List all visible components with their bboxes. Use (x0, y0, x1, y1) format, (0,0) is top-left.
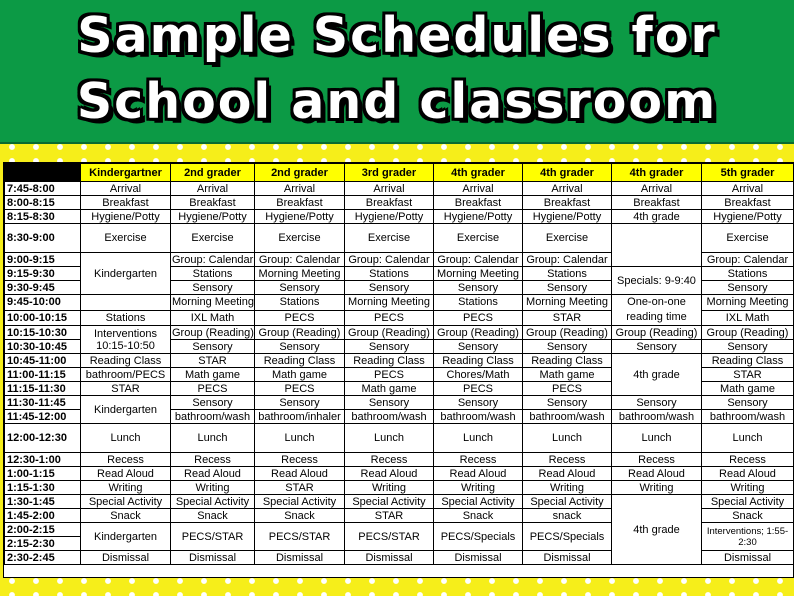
table-cell: Group (Reading) (255, 326, 345, 340)
table-cell: Snack (702, 509, 794, 523)
table-row (5, 467, 794, 481)
table-cell: Reading Class (523, 354, 612, 368)
table-cell: PECS (255, 310, 345, 326)
table-cell: Sensory (171, 281, 255, 295)
table-cell: STAR (523, 310, 612, 326)
header-cell: 2nd grader (171, 164, 255, 182)
time-cell: 1:15-1:30 (5, 481, 81, 495)
table-cell: PECS (345, 310, 434, 326)
time-cell: 8:00-8:15 (5, 196, 81, 210)
table-cell: Sensory (702, 396, 794, 410)
title-line-2: School and classroom (76, 73, 718, 130)
table-cell: Recess (255, 453, 345, 467)
header-corner (5, 164, 81, 182)
header-cell: 4th grader (612, 164, 702, 182)
table-cell: Recess (702, 453, 794, 467)
header-cell: 3rd grader (345, 164, 434, 182)
table-cell: Hygiene/Potty (345, 210, 434, 224)
table-cell: Group: Calendar (523, 253, 612, 267)
table-cell: Reading Class (345, 354, 434, 368)
table-cell: Sensory (171, 340, 255, 354)
table-cell: Arrival (434, 182, 523, 196)
table-cell: Dismissal (255, 551, 345, 565)
table-cell: Special Activity (171, 495, 255, 509)
table-cell: Dismissal (434, 551, 523, 565)
table-cell: PECS (345, 368, 434, 382)
table-cell: Arrival (345, 182, 434, 196)
table-cell: Group (Reading) (523, 326, 612, 340)
table-cell: Group (Reading) (702, 326, 794, 340)
table-cell: Kindergarten (81, 253, 171, 295)
time-cell: 1:45-2:00 (5, 509, 81, 523)
table-cell: Math game (523, 368, 612, 382)
table-cell: Lunch (523, 424, 612, 453)
table-row (5, 326, 794, 340)
table-cell: STAR (255, 481, 345, 495)
table-cell: Stations (171, 267, 255, 281)
time-cell: 9:30-9:45 (5, 281, 81, 295)
table-cell: Stations (434, 295, 523, 311)
table-cell: Group (Reading) (612, 326, 702, 340)
table-cell: Sensory (612, 340, 702, 354)
table-cell: Sensory (255, 396, 345, 410)
table-cell: Dismissal (702, 551, 794, 565)
table-cell: Recess (171, 453, 255, 467)
table-cell: Stations (702, 267, 794, 281)
table-cell: Sensory (702, 281, 794, 295)
table-cell: Sensory (523, 340, 612, 354)
table-cell: IXL Math (171, 310, 255, 326)
table-cell: bathroom/wash (345, 410, 434, 424)
table-cell: STAR (345, 509, 434, 523)
time-cell: 10:15-10:30 (5, 326, 81, 340)
table-cell: Reading Class (702, 354, 794, 368)
table-cell: Kindergarten (81, 523, 171, 551)
table-cell: Breakfast (345, 196, 434, 210)
table-cell: PECS/Specials (434, 523, 523, 551)
table-cell: Morning Meeting (172, 296, 254, 309)
table-cell: 4th grade (612, 354, 702, 396)
table-cell: PECS/STAR (255, 523, 345, 551)
title-line-1: Sample Schedules for (77, 7, 717, 64)
table-cell: 4th grade (612, 495, 702, 565)
table-cell: Snack (171, 509, 255, 523)
table-cell: Math game (702, 382, 794, 396)
table-cell: Exercise (345, 224, 434, 253)
time-cell: 8:30-9:00 (5, 224, 81, 253)
time-cell: 2:15-2:30 (5, 537, 81, 551)
table-cell: Sensory (345, 281, 434, 295)
table-cell: Snack (434, 509, 523, 523)
table-cell: Interventions 10:15-10:50 (81, 326, 171, 354)
table-cell: Stations (255, 295, 345, 311)
table-cell: Exercise (434, 224, 523, 253)
table-cell: Sensory (434, 396, 523, 410)
table-cell: PECS/STAR (171, 523, 255, 551)
time-cell: 7:45-8:00 (5, 182, 81, 196)
table-cell: Snack (255, 509, 345, 523)
table-cell: Hygiene/Potty (434, 210, 523, 224)
table-cell: Lunch (255, 424, 345, 453)
table-cell: Writing (434, 481, 523, 495)
table-cell: PECS (255, 382, 345, 396)
table-cell: Math game (345, 382, 434, 396)
table-cell: PECS (523, 382, 612, 396)
time-cell: 11:00-11:15 (5, 368, 81, 382)
schedule-sheet (3, 162, 794, 578)
table-cell: Hygiene/Potty (523, 210, 612, 224)
header-cell: 4th grader (523, 164, 612, 182)
table-cell: Sensory (702, 340, 794, 354)
table-cell: Morning Meeting (255, 267, 345, 281)
table-cell: Group: Calendar (702, 253, 794, 267)
table-cell: Read Aloud (612, 467, 702, 481)
table-cell: 4th grade (612, 210, 702, 224)
table-cell: PECS/STAR (345, 523, 434, 551)
table-cell: Special Activity (434, 495, 523, 509)
header-cell: 5th grader (702, 164, 794, 182)
table-cell: Recess (81, 453, 171, 467)
time-cell: 11:15-11:30 (5, 382, 81, 396)
table-cell: Stations (523, 267, 612, 281)
table-cell: PECS/Specials (523, 523, 612, 551)
table-cell: Sensory (171, 396, 255, 410)
table-cell: Read Aloud (434, 467, 523, 481)
table-cell: Read Aloud (255, 467, 345, 481)
table-cell: Sensory (345, 396, 434, 410)
table-cell: Breakfast (612, 196, 702, 210)
table-cell: Chores/Math (434, 368, 523, 382)
table-cell: Group (Reading) (434, 326, 523, 340)
time-cell: 9:15-9:30 (5, 267, 81, 281)
table-cell: Recess (345, 453, 434, 467)
table-cell: Morning Meeting (702, 295, 794, 311)
table-cell: Exercise (81, 224, 171, 253)
time-cell: 1:30-1:45 (5, 495, 81, 509)
time-cell: 12:30-1:00 (5, 453, 81, 467)
table-cell: Hygiene/Potty (255, 210, 345, 224)
time-cell: 9:00-9:15 (5, 253, 81, 267)
table-cell: Special Activity (345, 495, 434, 509)
table-cell: Special Activity (702, 495, 794, 509)
time-cell: 12:00-12:30 (5, 424, 81, 453)
header-cell: 4th grader (434, 164, 523, 182)
table-cell: Reading Class (255, 354, 345, 368)
table-cell: bathroom/wash (171, 410, 255, 424)
table-row (5, 295, 794, 311)
table-cell: Recess (434, 453, 523, 467)
table-cell: Group (Reading) (172, 326, 254, 339)
table-cell: Group: Calendar (255, 253, 345, 267)
table-row (5, 453, 794, 467)
table-cell: Arrival (523, 182, 612, 196)
table-cell: IXL Math (702, 310, 794, 326)
time-cell: 11:45-12:00 (5, 410, 81, 424)
table-cell: Breakfast (255, 196, 345, 210)
table-cell: bathroom/inhaler (255, 410, 345, 424)
table-cell: Lunch (702, 424, 794, 453)
table-cell: Lunch (612, 424, 702, 453)
table-cell: Hygiene/Potty (702, 210, 794, 224)
table-cell: Stations (345, 267, 434, 281)
table-cell: Writing (612, 481, 702, 495)
table-row (5, 481, 794, 495)
table-cell: PECS (434, 382, 523, 396)
table-cell: Writing (523, 481, 612, 495)
table-cell: Read Aloud (81, 467, 171, 481)
table-cell: Morning Meeting (523, 295, 612, 311)
table-cell: Read Aloud (523, 467, 612, 481)
table-cell: Read Aloud (345, 467, 434, 481)
table-cell: Arrival (171, 182, 255, 196)
table-cell: Read Aloud (171, 467, 255, 481)
table-cell: Group: Calendar (345, 253, 434, 267)
header-cell: 2nd grader (255, 164, 345, 182)
table-cell: Group: Calendar (434, 253, 523, 267)
table-cell: Arrival (612, 182, 702, 196)
table-cell: Group: Calendar (172, 253, 254, 266)
table-cell: Math game (255, 368, 345, 382)
table-row (5, 396, 794, 410)
table-row (5, 424, 794, 453)
table-cell: Breakfast (434, 196, 523, 210)
table-cell: Recess (612, 453, 702, 467)
table-cell: Special Activity (81, 495, 171, 509)
table-cell: Exercise (523, 224, 612, 253)
table-row (5, 196, 794, 210)
table-cell: Dismissal (523, 551, 612, 565)
table-cell: Sensory (255, 340, 345, 354)
table-row (5, 224, 794, 253)
time-cell: 2:00-2:15 (5, 523, 81, 537)
table-cell: Lunch (434, 424, 523, 453)
table-row (5, 354, 794, 368)
table-cell: bathroom/wash (434, 410, 523, 424)
table-cell: Dismissal (171, 551, 255, 565)
table-cell: Group (Reading) (345, 326, 434, 340)
table-cell: Sensory (255, 281, 345, 295)
table-cell: Exercise (702, 224, 794, 253)
table-cell: One-on-one reading time (612, 295, 702, 326)
table-cell: Arrival (81, 182, 171, 196)
table-cell: STAR (171, 354, 255, 368)
table-cell: Writing (171, 481, 255, 495)
table-cell: STAR (81, 382, 171, 396)
schedule-table (4, 163, 794, 565)
header-cell: Kindergartner (81, 164, 171, 182)
table-cell: Morning Meeting (434, 267, 523, 281)
table-cell: Lunch (345, 424, 434, 453)
time-cell: 2:30-2:45 (5, 551, 81, 565)
table-cell: Sensory (523, 396, 612, 410)
table-cell: Dismissal (81, 551, 171, 565)
table-cell: Dismissal (345, 551, 434, 565)
table-cell: Special Activity (255, 495, 345, 509)
time-cell: 9:45-10:00 (5, 295, 81, 311)
table-cell: Recess (523, 453, 612, 467)
table-cell: Sensory (434, 281, 523, 295)
time-cell: 10:30-10:45 (5, 340, 81, 354)
table-cell: snack (523, 509, 612, 523)
table-cell: Special Activity (523, 495, 612, 509)
table-cell: Sensory (612, 396, 702, 410)
table-cell (81, 295, 171, 311)
table-cell: STAR (702, 368, 794, 382)
table-cell: Breakfast (702, 196, 794, 210)
table-cell: Exercise (171, 224, 255, 253)
table-cell: Stations (81, 310, 171, 326)
table-cell: Breakfast (81, 196, 171, 210)
table-cell: Hygiene/Potty (81, 210, 171, 224)
time-cell: 10:45-11:00 (5, 354, 81, 368)
table-cell: Breakfast (171, 196, 255, 210)
table-cell: PECS (171, 382, 255, 396)
table-cell: bathroom/wash (702, 410, 794, 424)
time-cell: 10:00-10:15 (5, 310, 81, 326)
table-cell: Arrival (255, 182, 345, 196)
table-cell: Hygiene/Potty (171, 210, 255, 224)
table-cell: Arrival (702, 182, 794, 196)
table-cell: Sensory (345, 340, 434, 354)
table-cell: Lunch (171, 424, 255, 453)
header-row (5, 164, 794, 182)
time-cell: 8:15-8:30 (5, 210, 81, 224)
table-cell: Specials: 9-9:40 (612, 267, 702, 295)
time-cell: 1:00-1:15 (5, 467, 81, 481)
table-cell: bathroom/PECS (81, 368, 171, 382)
table-cell: Writing (81, 481, 171, 495)
table-row (5, 210, 794, 224)
table-cell: bathroom/wash (612, 410, 702, 424)
table-cell: Morning Meeting (345, 295, 434, 311)
table-cell: Exercise (255, 224, 345, 253)
table-row (5, 182, 794, 196)
table-cell: Breakfast (523, 196, 612, 210)
table-cell: Lunch (81, 424, 171, 453)
table-cell (612, 224, 702, 267)
table-cell: Snack (81, 509, 171, 523)
table-cell: bathroom/wash (523, 410, 612, 424)
table-cell: PECS (434, 310, 523, 326)
table-cell: Math game (171, 368, 255, 382)
table-cell: Reading Class (434, 354, 523, 368)
table-cell: Kindergarten (81, 396, 171, 424)
table-cell: Interventions; 1:55-2:30 (702, 523, 794, 551)
table-cell: Sensory (434, 340, 523, 354)
table-row (5, 495, 794, 509)
table-cell: Sensory (523, 281, 612, 295)
table-cell: Read Aloud (702, 467, 794, 481)
table-cell: Writing (345, 481, 434, 495)
time-cell: 11:30-11:45 (5, 396, 81, 410)
table-cell: Writing (702, 481, 794, 495)
title-banner (0, 0, 794, 144)
table-cell: Reading Class (81, 354, 171, 368)
